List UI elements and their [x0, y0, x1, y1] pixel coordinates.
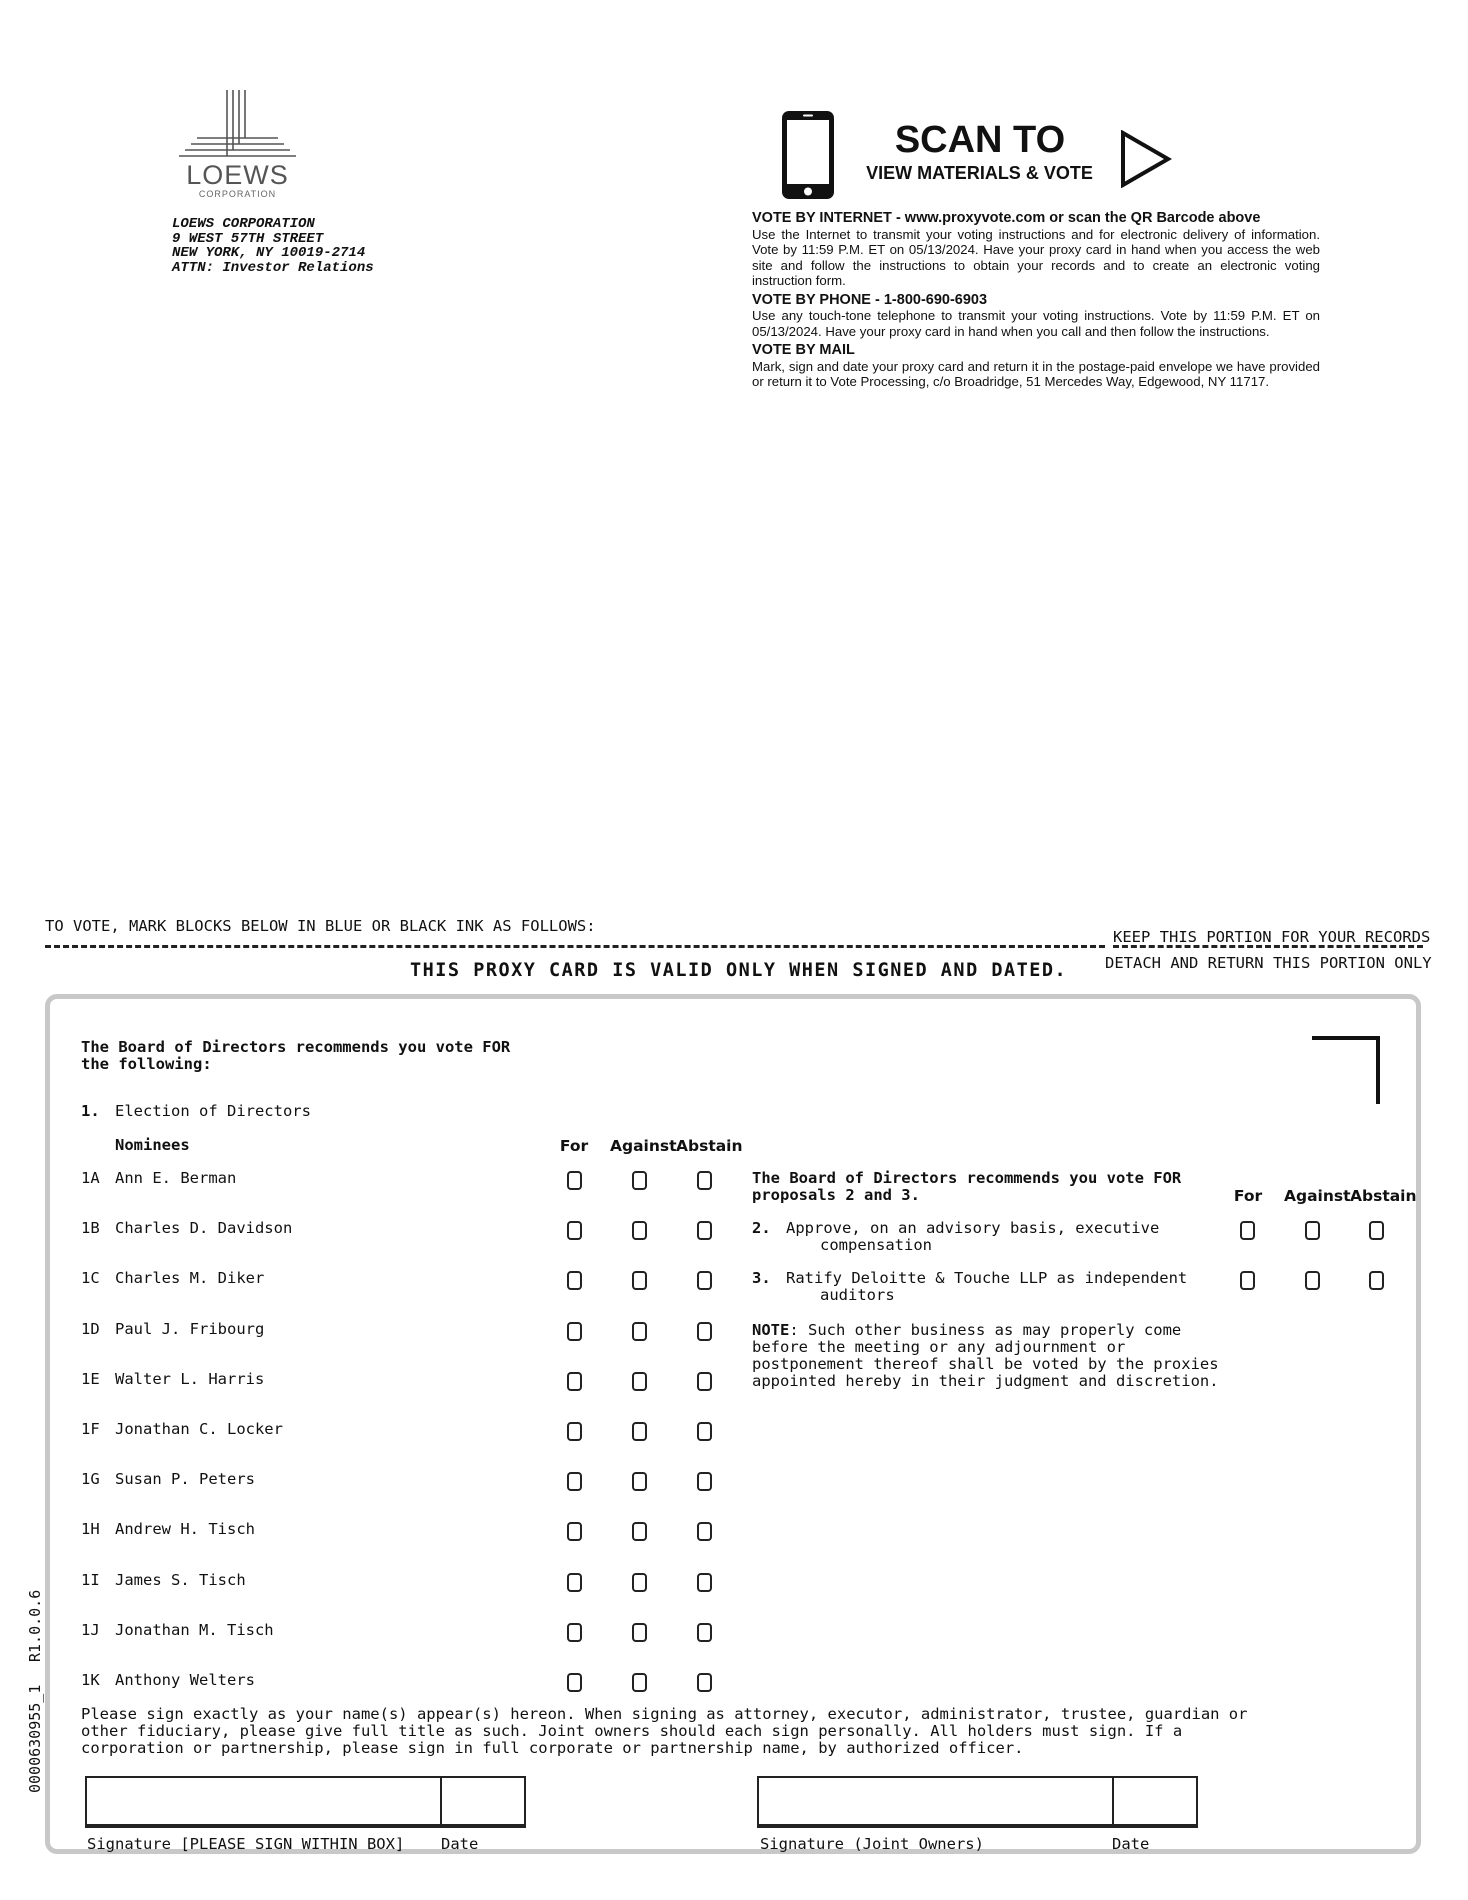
- joint-date-label: Date: [1112, 1835, 1150, 1853]
- nominee-name: Anthony Welters: [115, 1671, 255, 1689]
- vote-mail-text: Mark, sign and date your proxy card and return it in the postage-paid envelope we have provided or return it to Vote Processing, c/o Broadridge, 51 Mercedes Way, Edgewood, NY 11717.: [752, 358, 1320, 389]
- proposal-2-text: [786, 1220, 1159, 1254]
- nominee-code: 1F: [81, 1420, 100, 1438]
- item1-number: 1.: [81, 1102, 100, 1120]
- note-line: : Such other business as may properly come: [789, 1321, 1182, 1339]
- nominee-abstain-checkbox[interactable]: [697, 1623, 712, 1642]
- proposal-3-text: [786, 1270, 1187, 1304]
- nominee-against-checkbox[interactable]: [632, 1221, 647, 1240]
- nominee-abstain-checkbox[interactable]: [697, 1472, 712, 1491]
- keep-portion-label: KEEP THIS PORTION FOR YOUR RECORDS: [1113, 928, 1431, 946]
- nominee-against-checkbox[interactable]: [632, 1522, 647, 1541]
- proposal-3-abstain-checkbox[interactable]: [1369, 1271, 1384, 1290]
- nominee-against-checkbox[interactable]: [632, 1623, 647, 1642]
- proposal-2-for-checkbox[interactable]: [1240, 1221, 1255, 1240]
- column-against: Against: [610, 1137, 677, 1155]
- nominee-for-checkbox[interactable]: [567, 1322, 582, 1341]
- address-line: LOEWS CORPORATION: [172, 216, 315, 232]
- proposal-line: auditors: [820, 1286, 895, 1304]
- scan-subtitle: VIEW MATERIALS & VOTE: [866, 163, 1093, 183]
- sign-instructions: [81, 1706, 1247, 1757]
- nominee-code: 1B: [81, 1219, 100, 1237]
- nominee-name: Jonathan C. Locker: [115, 1420, 283, 1438]
- detach-line: [45, 945, 1105, 948]
- proposal-column-for: For: [1233, 1187, 1263, 1205]
- nominee-code: 1J: [81, 1621, 100, 1639]
- nominee-name: Charles D. Davidson: [115, 1219, 293, 1237]
- scan-title: SCAN TO: [894, 119, 1066, 161]
- column-for: For: [559, 1137, 589, 1155]
- board-rec-line: the following:: [81, 1055, 212, 1073]
- nominee-name: Paul J. Fribourg: [115, 1320, 265, 1338]
- column-abstain: Abstain: [676, 1137, 743, 1155]
- proposal-line: Ratify Deloitte & Touche LLP as independent: [786, 1269, 1188, 1287]
- nominee-code: 1K: [81, 1671, 100, 1689]
- sign-instruction-line: other fiduciary, please give full title as such. Joint owners should each sign personally. All holders must sign. If a: [81, 1722, 1183, 1740]
- nominee-for-checkbox[interactable]: [567, 1472, 582, 1491]
- nominee-for-checkbox[interactable]: [567, 1171, 582, 1190]
- proposal-3-against-checkbox[interactable]: [1305, 1271, 1320, 1290]
- vote-internet-heading: VOTE BY INTERNET - www.proxyvote.com or scan the QR Barcode above: [752, 210, 1261, 226]
- logo-wordmark: LOEWS: [186, 160, 289, 190]
- proposal-line: compensation: [820, 1236, 932, 1254]
- proposal-line: Approve, on an advisory basis, executive: [786, 1219, 1160, 1237]
- nominee-abstain-checkbox[interactable]: [697, 1322, 712, 1341]
- nominee-against-checkbox[interactable]: [632, 1171, 647, 1190]
- board-rec-line: The Board of Directors recommends you vote FOR: [81, 1038, 511, 1056]
- detach-portion-label: DETACH AND RETURN THIS PORTION ONLY: [1105, 954, 1432, 972]
- sign-instruction-line: Please sign exactly as your name(s) appear(s) hereon. When signing as attorney, executor, administrator, trustee, guardian or: [81, 1705, 1248, 1723]
- nominee-for-checkbox[interactable]: [567, 1673, 582, 1692]
- revision-code: R1.0.0.6: [26, 1589, 44, 1662]
- nominee-name: Walter L. Harris: [115, 1370, 265, 1388]
- corner-mark-icon: [1312, 1036, 1380, 1104]
- item1-title: Election of Directors: [115, 1102, 311, 1120]
- sign-instruction-line: corporation or partnership, please sign in full corporate or partnership name, by authorized officer.: [81, 1739, 1024, 1757]
- date-label: Date: [441, 1835, 479, 1853]
- nominee-name: James S. Tisch: [115, 1571, 246, 1589]
- voting-instructions: [752, 207, 1320, 390]
- nominee-against-checkbox[interactable]: [632, 1372, 647, 1391]
- note-line: before the meeting or any adjournment or: [752, 1338, 1126, 1356]
- nominee-code: 1E: [81, 1370, 100, 1388]
- nominee-abstain-checkbox[interactable]: [697, 1573, 712, 1592]
- logo-subtitle: CORPORATION: [198, 189, 277, 199]
- nominee-against-checkbox[interactable]: [632, 1422, 647, 1441]
- nominee-for-checkbox[interactable]: [567, 1573, 582, 1592]
- nominee-against-checkbox[interactable]: [632, 1271, 647, 1290]
- nominee-abstain-checkbox[interactable]: [697, 1171, 712, 1190]
- signature-label: Signature [PLEASE SIGN WITHIN BOX]: [87, 1835, 405, 1853]
- nominee-name: Susan P. Peters: [115, 1470, 255, 1488]
- proposal-3-for-checkbox[interactable]: [1240, 1271, 1255, 1290]
- board-rec-line: The Board of Directors recommends you vote FOR: [752, 1169, 1182, 1187]
- note-text: [752, 1322, 1219, 1390]
- nominee-code: 1A: [81, 1169, 100, 1187]
- nominee-for-checkbox[interactable]: [567, 1372, 582, 1391]
- nominee-name: Jonathan M. Tisch: [115, 1621, 274, 1639]
- nominee-for-checkbox[interactable]: [567, 1422, 582, 1441]
- nominees-label: Nominees: [115, 1136, 190, 1154]
- nominee-against-checkbox[interactable]: [632, 1472, 647, 1491]
- company-logo: [175, 88, 300, 203]
- board-recommendation-1: [81, 1039, 510, 1073]
- nominee-for-checkbox[interactable]: [567, 1271, 582, 1290]
- board-rec-line: proposals 2 and 3.: [752, 1186, 920, 1204]
- proposal-column-against: Against: [1284, 1187, 1351, 1205]
- proposal-3-number: 3.: [752, 1269, 771, 1287]
- nominee-abstain-checkbox[interactable]: [697, 1221, 712, 1240]
- joint-date-divider: [1112, 1778, 1114, 1824]
- nominee-for-checkbox[interactable]: [567, 1623, 582, 1642]
- joint-signature-label: Signature (Joint Owners): [760, 1835, 984, 1853]
- nominee-abstain-checkbox[interactable]: [697, 1673, 712, 1692]
- proposal-column-abstain: Abstain: [1350, 1187, 1417, 1205]
- mailing-address: [172, 217, 374, 275]
- address-line: ATTN: Investor Relations: [172, 259, 374, 276]
- valid-notice: THIS PROXY CARD IS VALID ONLY WHEN SIGNED AND DATED.: [410, 960, 1068, 981]
- nominee-against-checkbox[interactable]: [632, 1673, 647, 1692]
- proposal-2-abstain-checkbox[interactable]: [1369, 1221, 1384, 1240]
- address-line: NEW YORK, NY 10019-2714: [172, 245, 366, 261]
- address-line: 9 WEST 57TH STREET: [172, 230, 324, 247]
- nominee-against-checkbox[interactable]: [632, 1322, 647, 1341]
- smartphone-icon: [781, 110, 835, 200]
- nominee-code: 1H: [81, 1520, 100, 1538]
- vote-phone-text: Use any touch-tone telephone to transmit your voting instructions. Vote by 11:59 P.M. ET on 05/13/2024. Have your proxy card in hand when you call and then follow the instructions.: [752, 308, 1320, 339]
- vote-phone-heading: VOTE BY PHONE - 1-800-690-6903: [752, 291, 988, 308]
- logo-mark-icon: [175, 88, 300, 163]
- note-line: postponement thereof shall be voted by the proxies: [752, 1355, 1219, 1373]
- signature-date-divider: [440, 1778, 442, 1824]
- nominee-abstain-checkbox[interactable]: [697, 1372, 712, 1391]
- document-code: 0000630955_1: [26, 1684, 44, 1793]
- note-line: appointed hereby in their judgment and discretion.: [752, 1372, 1219, 1390]
- nominee-code: 1G: [81, 1470, 100, 1488]
- nominee-for-checkbox[interactable]: [567, 1221, 582, 1240]
- joint-signature-box[interactable]: [757, 1776, 1198, 1828]
- board-recommendation-2: [752, 1170, 1181, 1204]
- nominee-abstain-checkbox[interactable]: [697, 1422, 712, 1441]
- nominee-abstain-checkbox[interactable]: [697, 1522, 712, 1541]
- nominee-code: 1C: [81, 1269, 100, 1287]
- nominee-abstain-checkbox[interactable]: [697, 1271, 712, 1290]
- note-label: NOTE: [752, 1321, 790, 1339]
- vote-mail-heading: VOTE BY MAIL: [752, 342, 855, 358]
- mark-instructions: TO VOTE, MARK BLOCKS BELOW IN BLUE OR BLACK INK AS FOLLOWS:: [45, 917, 596, 935]
- nominee-code: 1D: [81, 1320, 100, 1338]
- nominee-for-checkbox[interactable]: [567, 1522, 582, 1541]
- vote-internet-text: Use the Internet to transmit your voting instructions and for electronic delivery of information. Vote by 11:59 P.M. ET on 05/13/2024. Have your proxy card in hand when you access the web site and follow the instructions to obtain your records and to create an electronic voting instruction form.: [752, 226, 1320, 288]
- nominee-name: Andrew H. Tisch: [115, 1520, 255, 1538]
- nominee-code: 1I: [81, 1571, 100, 1589]
- nominee-name: Charles M. Diker: [115, 1269, 265, 1287]
- play-triangle-icon: [1120, 130, 1172, 188]
- proposal-2-number: 2.: [752, 1219, 771, 1237]
- proposal-2-against-checkbox[interactable]: [1305, 1221, 1320, 1240]
- nominee-name: Ann E. Berman: [115, 1169, 237, 1187]
- nominee-against-checkbox[interactable]: [632, 1573, 647, 1592]
- signature-box[interactable]: [85, 1776, 526, 1828]
